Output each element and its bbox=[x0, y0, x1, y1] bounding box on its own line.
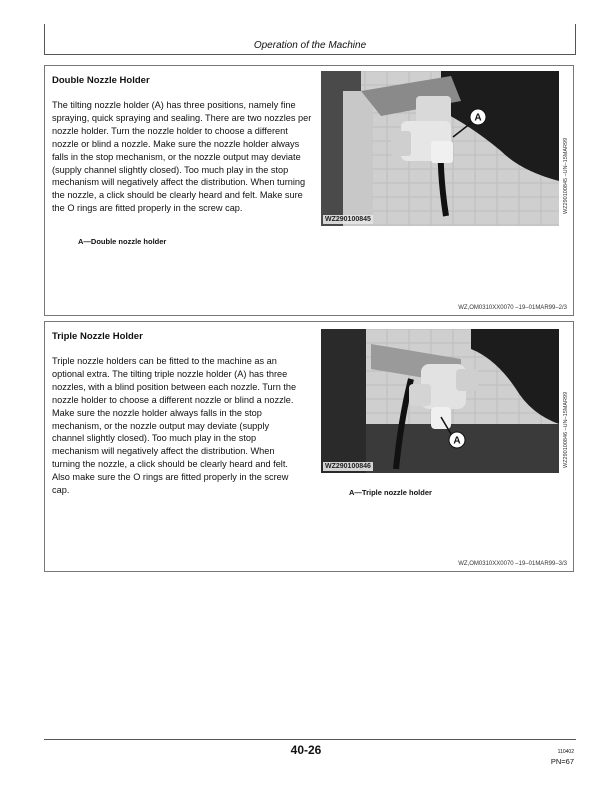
figure-caption: A—Double nozzle holder bbox=[78, 237, 167, 246]
section-title: Triple Nozzle Holder bbox=[52, 331, 143, 342]
double-nozzle-holder-photo bbox=[321, 71, 559, 226]
page-number: 40-26 bbox=[290, 743, 322, 757]
figure-caption: A—Triple nozzle holder bbox=[349, 488, 432, 497]
footer-rule bbox=[44, 739, 576, 740]
section-body-text: Triple nozzle holders can be fitted to the machine as an optional extra. The tilting triple nozzle holder (A) has three nozzles, with a blind position between each nozzle. Turn the nozzle holder to choose a different nozzle or blind a nozzle. Make sure the nozzle holder always falls in the stop mechanism, or the nozzle output may deviate (supply channel slightly closed). Too much play in the stop mechanism will negatively affect the distribution. When turning the nozzle, a click should be clearly heard and felt. Also make sure the O rings are fitted properly in the screw cap. bbox=[52, 356, 297, 496]
section-triple-nozzle-holder bbox=[44, 321, 574, 572]
section-reference-code: WZ,OM0310XX0070 –19–01MAR99–2/3 bbox=[458, 305, 567, 311]
triple-nozzle-holder-photo bbox=[321, 329, 559, 473]
page-header-title: Operation of the Machine bbox=[253, 40, 367, 51]
footer-pn: PN=67 bbox=[550, 757, 574, 766]
photo-id-label: WZ290100845 bbox=[325, 216, 371, 223]
header-rule-bottom bbox=[44, 54, 576, 55]
section-double-nozzle-holder bbox=[44, 65, 574, 316]
photo-illustration bbox=[321, 71, 559, 226]
section-reference-code: WZ,OM0310XX0070 –19–01MAR99–3/3 bbox=[458, 561, 567, 567]
callout-label: A bbox=[453, 435, 461, 447]
photo-id-label: WZ290100846 bbox=[325, 463, 371, 470]
section-title: Double Nozzle Holder bbox=[52, 75, 150, 86]
footer-code: 110402 bbox=[557, 749, 574, 755]
photo-side-id: WZ290100845 –UN–15MAR99 bbox=[563, 137, 569, 214]
section-body-text: The tilting nozzle holder (A) has three positions, namely fine spraying, quick spraying and sealing. There are two nozzles per nozzle holder. Turn the nozzle holder to choose a different nozzle or blind a nozzle. Make sure the nozzle holder always falls in the stop mechanism, or the nozzle output may deviate (supply channel slightly closed). Too much play in the stop mechanism will negatively affect the distribution. When turning the nozzle, a click should be clearly heard and felt. Make sure the O rings are fitted properly in the screw cap. bbox=[52, 100, 312, 214]
photo-illustration bbox=[321, 329, 559, 473]
callout-label: A bbox=[474, 112, 482, 124]
photo-side-id: WZ290100846 –UN–15MAR99 bbox=[563, 391, 569, 468]
